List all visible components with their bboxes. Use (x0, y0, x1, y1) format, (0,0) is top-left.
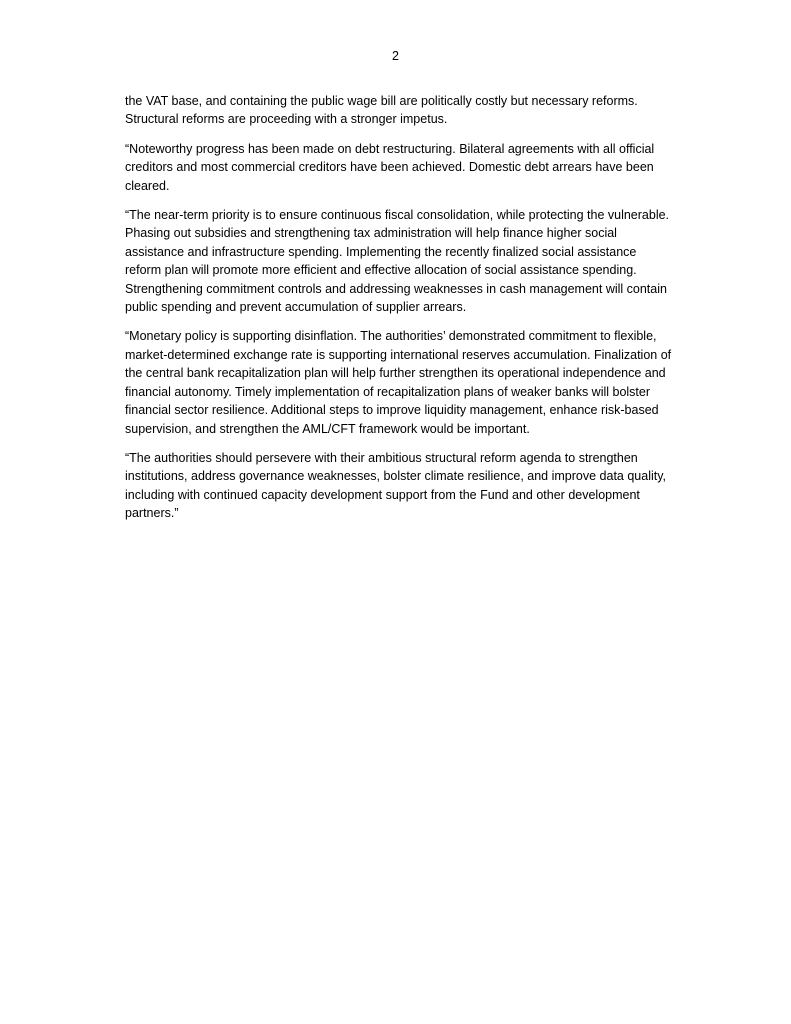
paragraph-debt-restructuring: “Noteworthy progress has been made on debt restructuring. Bilateral agreements with all official creditors and most commercial creditors have been achieved. Domestic debt arrears have been cleared. (125, 141, 655, 193)
paragraph-monetary-policy: “Monetary policy is supporting disinflation. The authorities’ demonstrated commitment to flexible, market-determined exchange rate is supporting international reserves accumulation. Finalization of the central bank recapitalization plan will help further strengthen its operational independence and financial autonomy. Timely implementation of recapitalization plans of weaker banks will bolster financial sector resilience. Additional steps to improve liquidity management, enhance risk-based supervision, and strengthen the AML/CFT framework would be important. (125, 329, 672, 436)
paragraph-fiscal-consolidation: “The near-term priority is to ensure continuous fiscal consolidation, while protecting the vulnerable. Phasing out subsidies and strengthening tax administration will help finance higher social assistance and infrastructure spending. Implementing the recently finalized social assistance reform plan will promote more efficient and effective allocation of social assistance spending. Strengthening commitment controls and addressing weaknesses in cash management will contain public spending and prevent accumulation of supplier arrears. (125, 208, 670, 315)
paragraph-vat-base: the VAT base, and containing the public wage bill are politically costly but necessary reforms. Structural reforms are proceeding with a stronger impetus. (125, 94, 638, 127)
page-number: 2 (392, 49, 399, 63)
document-body (125, 92, 673, 534)
paragraph-structural-reform: “The authorities should persevere with their ambitious structural reform agenda to strengthen institutions, address governance weaknesses, bolster climate resilience, and improve data quality, including with continued capacity development support from the Fund and other development partners.” (125, 450, 667, 521)
